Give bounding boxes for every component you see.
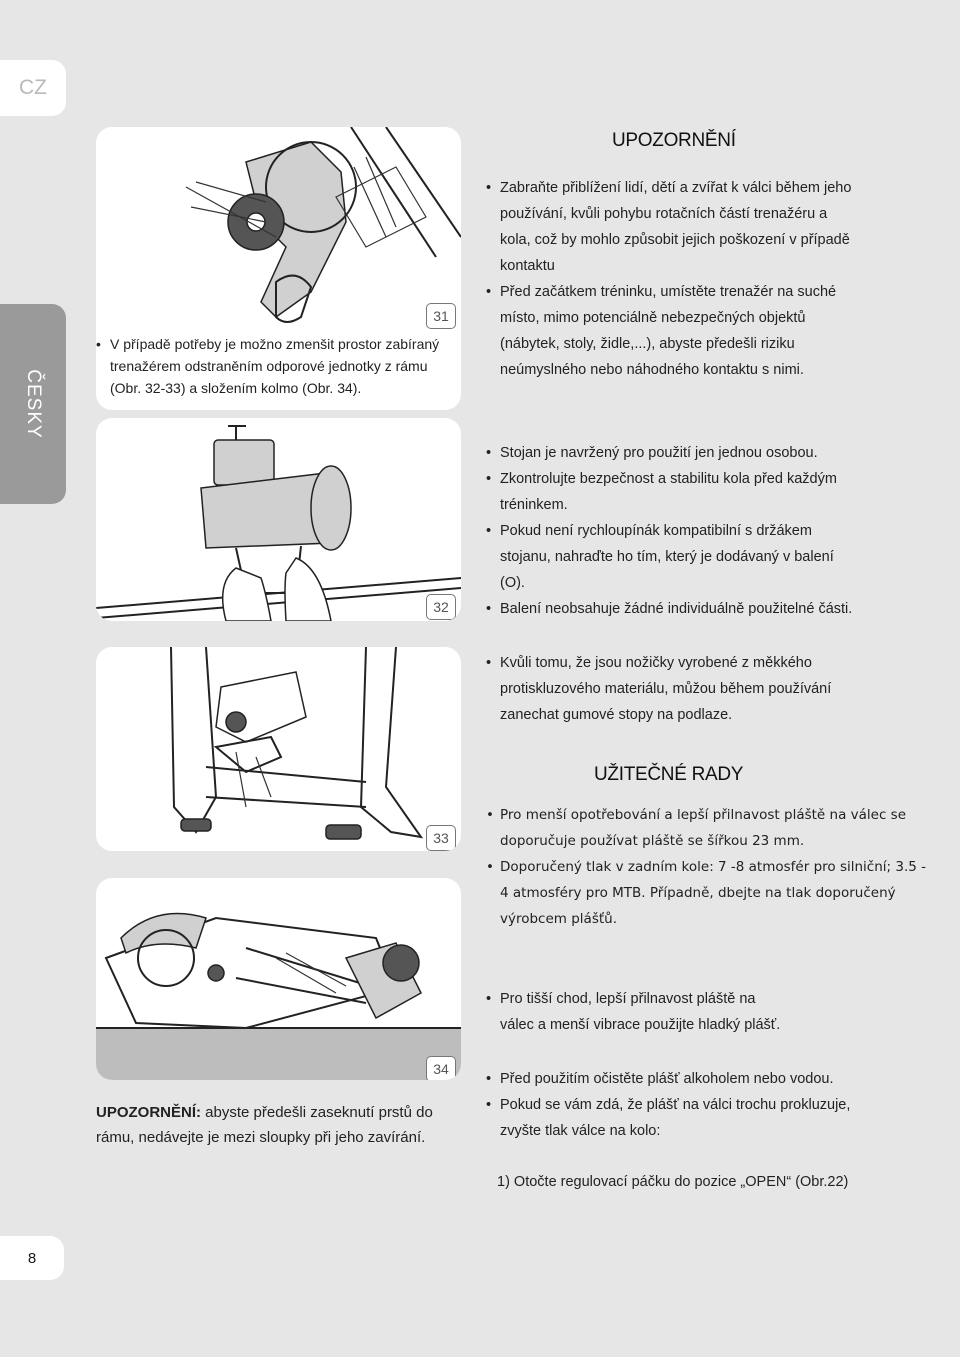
- tip-item: • Před použitím očistěte plášť alkoholem nebo vodou.: [486, 1066, 886, 1092]
- finger-warning: [96, 1100, 456, 1150]
- fold-instructions: [96, 333, 451, 399]
- figure-34-number: 34: [426, 1056, 456, 1080]
- language-tab: [0, 304, 66, 504]
- tips-list-1: [486, 802, 926, 932]
- tip-item: • Pro menší opotřebování a lepší přilnavost pláště na válec se doporučuje používat pláště se šířkou 23 mm.: [486, 802, 926, 854]
- figure-31-illustration: [96, 127, 461, 327]
- warning-item: • Kvůli tomu, že jsou nožičky vyrobené z měkkého protiskluzového materiálu, můžou během používání zanechat gumové stopy na podlaze.: [486, 650, 858, 728]
- page-number: 8: [0, 1236, 64, 1280]
- tips-heading: UŽITEČNÉ RADY: [594, 764, 744, 785]
- warning-list-2: [486, 440, 858, 622]
- figure-33-number: 33: [426, 825, 456, 851]
- tip-item: • Pokud se vám zdá, že plášť na válci trochu prokluzuje, zvyšte tlak válce na kolo:: [486, 1092, 886, 1144]
- figure-32-card: [96, 418, 461, 621]
- warning-item: • Balení neobsahuje žádné individuálně použitelné části.: [486, 596, 858, 622]
- tip-item: • Pro tišší chod, lepší přilnavost pláště na válec a menší vibrace použijte hladký plášť.: [486, 986, 786, 1038]
- figure-31-number: 31: [426, 303, 456, 329]
- language-code: CZ: [0, 60, 66, 116]
- warning-item: • Zabraňte přiblížení lidí, dětí a zvířat k válci během jeho používání, kvůli pohybu rotačních částí trenažéru a kola, což by mohlo způsobit jejich poškození v případě kontaktu: [486, 175, 858, 279]
- fold-instruction-item: • V případě potřeby je možno zmenšit prostor zabíraný trenažérem odstraněním odporové jednotky z rámu (Obr. 32-33) a složením kolmo (Obr. 34).: [96, 333, 451, 399]
- figure-31-card: [96, 127, 461, 410]
- language-tab-label: ČESKY: [23, 369, 44, 439]
- warning-item: • Pokud není rychloupínák kompatibilní s držákem stojanu, nahraďte ho tím, který je dodávaný v balení (O).: [486, 518, 858, 596]
- figure-34-card: [96, 878, 461, 1080]
- figure-33-illustration: [96, 647, 461, 851]
- finger-warning-text: abyste předešli zaseknutí prstů do rámu, nedávejte je mezi sloupky při jeho zavírání.: [96, 1104, 433, 1146]
- warning-item: • Stojan je navržený pro použití jen jednou osobou.: [486, 440, 858, 466]
- figure-33-card: [96, 647, 461, 851]
- warning-heading: UPOZORNĚNÍ: [612, 130, 736, 151]
- tip-item: • Doporučený tlak v zadním kole: 7 -8 atmosfér pro silniční; 3.5 - 4 atmosféry pro MTB. Případně, dbejte na tlak doporučený výrobcem plášťů.: [486, 854, 926, 932]
- figure-34-illustration: [96, 878, 461, 1080]
- warning-item: • Zkontrolujte bezpečnost a stabilitu kola před každým tréninkem.: [486, 466, 858, 518]
- tips-list-3: [486, 1066, 886, 1144]
- warning-list-1: [486, 175, 858, 383]
- tips-list-2: [486, 986, 786, 1038]
- figure-32-number: 32: [426, 594, 456, 620]
- step-1: 1) Otočte regulovací páčku do pozice „OPEN“ (Obr.22): [497, 1174, 849, 1190]
- figure-32-illustration: [96, 418, 461, 621]
- warning-item: • Před začátkem tréninku, umístěte trenažér na suché místo, mimo potenciálně nebezpečných objektů (nábytek, stoly, židle,...), abyste předešli riziku neúmyslného nebo náhodného kontaktu s nimi.: [486, 279, 858, 383]
- warning-list-3: [486, 650, 858, 728]
- finger-warning-label: UPOZORNĚNÍ:: [96, 1104, 201, 1121]
